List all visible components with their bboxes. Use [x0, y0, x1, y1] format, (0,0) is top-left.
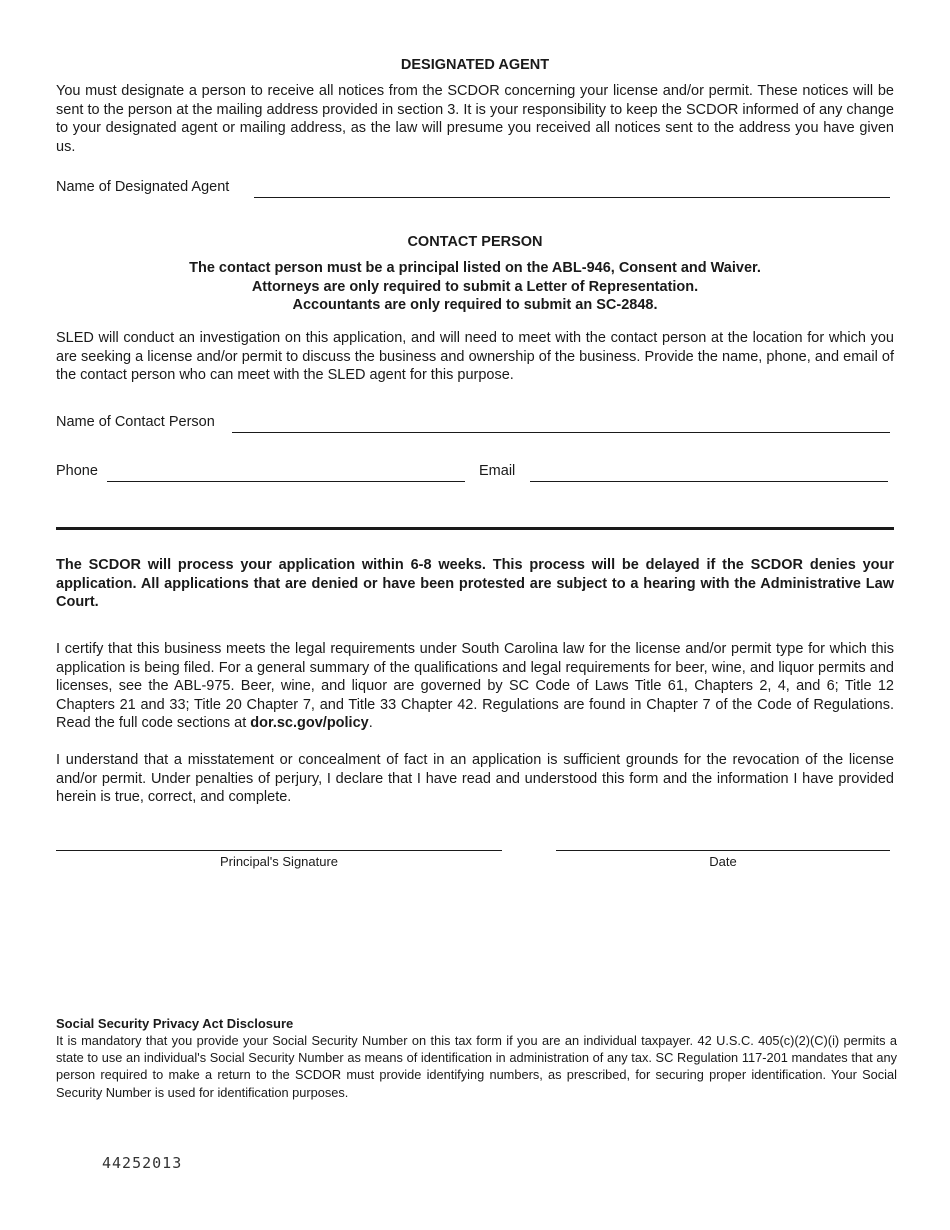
policy-link[interactable]: dor.sc.gov/policy — [250, 715, 369, 731]
email-label: Email — [479, 463, 516, 479]
contact-person-notes — [56, 259, 894, 315]
contact-note-principal: The contact person must be a principal listed on the ABL-946, Consent and Waiver. — [189, 260, 761, 276]
privacy-text: It is mandatory that you provide your Social Security Number on this tax form if you are an individual taxpayer. 42 U.S.C. 405(c)(2)(C)(i) permits a state to use an individual's Social Security Number as means of identification in administration of any tax. SC Regulation 117-201 mandates that any person required to make a return to the SCDOR must provide identifying numbers, as prescribed, for securing proper identification. Your Social Security Number is used for identification purposes. — [56, 1033, 897, 1100]
principal-signature-line[interactable] — [56, 850, 502, 851]
declaration-paragraph: I understand that a misstatement or concealment of fact in an application is sufficient grounds for the revocation of the license and/or permit. Under penalties of perjury, I declare that I have read and understood this form and the information I have provided herein is true, correct, and complete. — [56, 752, 894, 805]
designated-agent-paragraph: You must designate a person to receive all notices from the SCDOR concerning your license and/or permit. These notices will be sent to the person at the mailing address provided in section 3. It is your responsibility to keep the SCDOR informed of any change to your designated agent or mailing address, as the law will presume you received all notices sent to the address you have given us. — [56, 83, 894, 155]
processing-notice: The SCDOR will process your application within 6-8 weeks. This process will be delayed if the SCDOR denies your application. All applications that are denied or have been protested are subject to a hearing with the Administrative Law Court. — [56, 557, 894, 610]
certification-text: I certify that this business meets the legal requirements under South Carolina law for the license and/or permit type for which this application is being filed. For a general summary of the qualifications and legal requirements for beer, wine, and liquor permits and licenses, see the ABL-975. Beer, wine, and liquor are governed by SC Code of Laws Title 61, Chapters 2, 4, and 6; Title 12 Chapters 21 and 33; Title 20 Chapter 7, and Title 33 Chapter 42. Regulations are found in Chapter 7 of the Code of Regulations. Read the full code sections at — [56, 641, 894, 731]
contact-person-paragraph: SLED will conduct an investigation on this application, and will need to meet with the contact person at the location for which you are seeking a license and/or permit to discuss the business and ownership of the business. Provide the name, phone, and email of the contact person who can meet with the SLED agent for this purpose. — [56, 330, 894, 383]
contact-person-name-label: Name of Contact Person — [56, 414, 215, 430]
privacy-title: Social Security Privacy Act Disclosure — [56, 1016, 294, 1031]
phone-field[interactable] — [107, 481, 465, 482]
designated-agent-name-row — [56, 179, 894, 201]
contact-person-name-field[interactable] — [232, 432, 890, 433]
section-divider — [56, 527, 894, 530]
principal-signature-label: Principal's Signature — [219, 854, 339, 869]
certification-end: . — [368, 715, 373, 731]
phone-label: Phone — [56, 463, 98, 479]
designated-agent-name-label: Name of Designated Agent — [56, 179, 230, 195]
contact-note-accountants: Accountants are only required to submit an SC-2848. — [292, 297, 658, 313]
designated-agent-heading: DESIGNATED AGENT — [400, 57, 550, 73]
form-code: 44252013 — [102, 1154, 183, 1172]
contact-phone-email-row — [56, 463, 894, 485]
date-label: Date — [709, 854, 737, 869]
contact-person-name-row — [56, 414, 894, 436]
designated-agent-name-field[interactable] — [254, 197, 890, 198]
contact-person-heading: CONTACT PERSON — [407, 234, 543, 250]
email-field[interactable] — [530, 481, 888, 482]
date-line[interactable] — [556, 850, 890, 851]
contact-note-attorneys: Attorneys are only required to submit a Letter of Representation. — [251, 278, 699, 295]
certification-paragraph — [56, 640, 894, 733]
